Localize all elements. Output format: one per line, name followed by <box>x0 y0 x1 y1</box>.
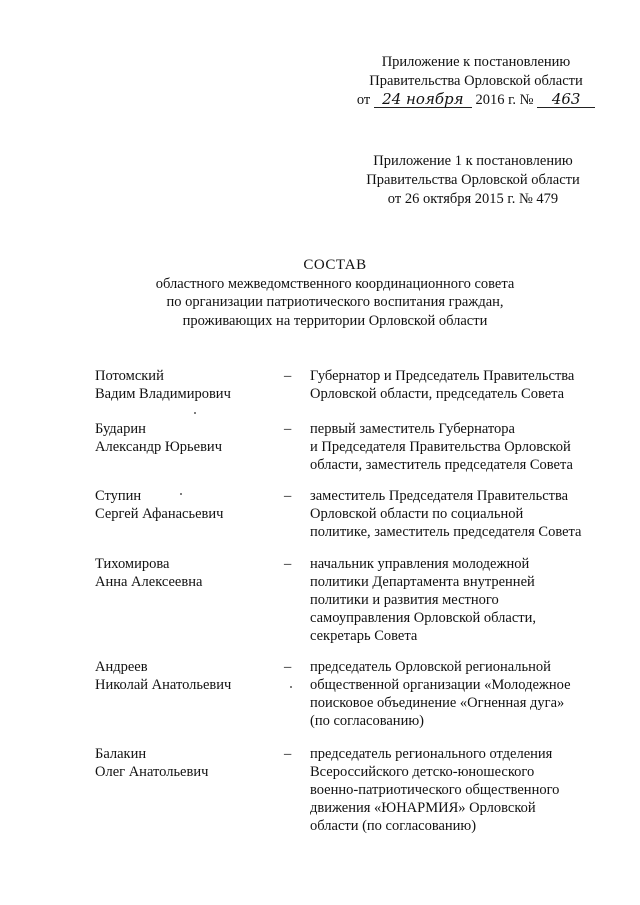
role-line: и Председателя Правительства Орловской <box>310 439 571 455</box>
role-line: (по согласованию) <box>310 713 424 729</box>
member-surname: Тихомирова <box>95 556 170 572</box>
role-line: начальник управления молодежной <box>310 556 530 572</box>
from-prefix: от <box>356 92 371 108</box>
role-line: политике, заместитель председателя Совета <box>310 524 582 540</box>
document-title <box>95 256 575 330</box>
appendix-previous-header <box>350 152 596 209</box>
role-line: военно-патриотического общественного <box>310 782 560 798</box>
role-line: Губернатор и Председатель Правительства <box>310 368 575 384</box>
role-line: области, заместитель председателя Совета <box>310 457 573 473</box>
role-line: председатель Орловской региональной <box>310 659 551 675</box>
member-role <box>310 367 610 403</box>
appendix-previous-line2: Правительства Орловской области <box>366 172 580 188</box>
member-dash: – <box>284 746 292 762</box>
member-given-names: Александр Юрьевич <box>95 439 222 455</box>
member-surname: Андреев <box>95 659 148 675</box>
scan-speck <box>180 493 182 495</box>
role-line: Всероссийского детско-юношеского <box>310 764 535 780</box>
member-dash: – <box>284 488 292 504</box>
member-role <box>310 555 610 645</box>
member-name <box>95 745 275 781</box>
member-role <box>310 420 610 474</box>
year-and-number-sign: 2016 г. № <box>475 92 534 108</box>
title-line3: проживающих на территории Орловской области <box>182 312 488 329</box>
member-dash: – <box>284 659 292 675</box>
role-line: политики Департамента внутренней <box>310 574 535 590</box>
appendix-current-line1: Приложение к постановлению <box>381 54 571 70</box>
member-role <box>310 745 610 835</box>
role-line: политики и развития местного <box>310 592 499 608</box>
member-surname: Бударин <box>95 421 146 437</box>
member-name <box>95 420 275 456</box>
role-line: поисковое объединение «Огненная дуга» <box>310 695 565 711</box>
member-surname: Ступин <box>95 488 142 504</box>
member-dash: – <box>284 556 292 572</box>
appendix-current-line2: Правительства Орловской области <box>369 73 583 89</box>
member-name <box>95 367 275 403</box>
member-given-names: Олег Анатольевич <box>95 764 209 780</box>
role-line: общественной организации «Молодежное <box>310 677 571 693</box>
appendix-current-header <box>340 53 612 110</box>
member-role <box>310 487 610 541</box>
role-line: секретарь Совета <box>310 628 418 644</box>
role-line: председатель регионального отделения <box>310 746 553 762</box>
handwritten-date: 24 ноября <box>374 91 472 108</box>
member-given-names: Сергей Афанасьевич <box>95 506 224 522</box>
member-surname: Потомский <box>95 368 164 384</box>
member-name <box>95 658 275 694</box>
role-line: Орловской области, председатель Совета <box>310 386 565 402</box>
member-given-names: Вадим Владимирович <box>95 386 231 402</box>
role-line: первый заместитель Губернатора <box>310 421 515 437</box>
appendix-previous-line1: Приложение 1 к постановлению <box>373 153 573 169</box>
appendix-current-date-line <box>340 91 612 110</box>
member-dash: – <box>284 368 292 384</box>
member-given-names: Анна Алексеевна <box>95 574 203 590</box>
appendix-previous-line3: от 26 октября 2015 г. № 479 <box>387 191 559 207</box>
title-line2: по организации патриотического воспитания граждан, <box>166 294 504 310</box>
member-given-names: Николай Анатольевич <box>95 677 232 693</box>
scan-speck <box>194 412 196 414</box>
member-surname: Балакин <box>95 746 147 762</box>
role-line: Орловской области по социальной <box>310 506 524 522</box>
member-name <box>95 487 275 523</box>
member-dash: – <box>284 421 292 437</box>
role-line: самоуправления Орловской области, <box>310 610 537 626</box>
handwritten-number: 463 <box>537 91 595 108</box>
title-heading: СОСТАВ <box>303 257 367 273</box>
scan-speck <box>290 686 292 688</box>
role-line: заместитель Председателя Правительства <box>310 488 569 504</box>
role-line: области (по согласованию) <box>310 818 477 834</box>
member-name <box>95 555 275 591</box>
title-line1: областного межведомственного координационного совета <box>155 275 515 292</box>
member-role <box>310 658 610 730</box>
role-line: движения «ЮНАРМИЯ» Орловской <box>310 800 536 816</box>
